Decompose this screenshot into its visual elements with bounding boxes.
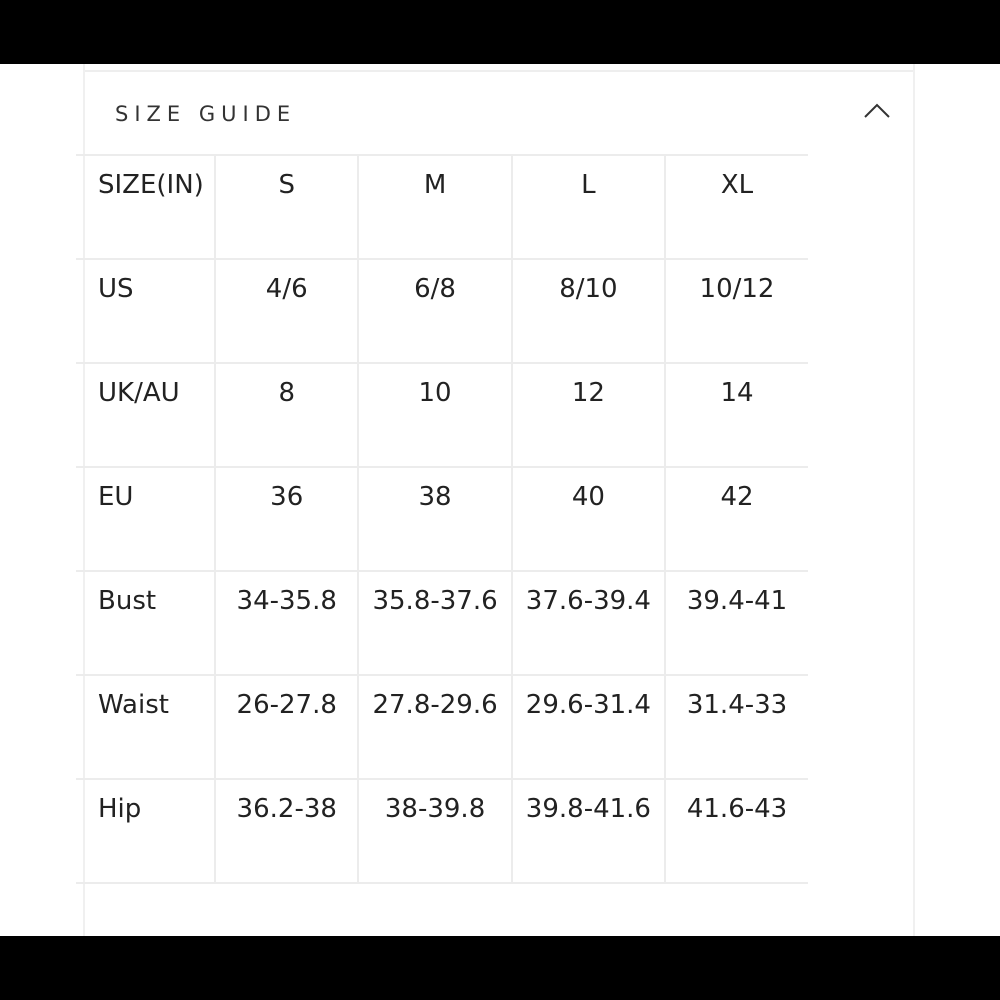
size-table (76, 154, 808, 884)
size-guide-header[interactable] (85, 72, 913, 154)
column-header: S (215, 155, 358, 259)
table-cell: 36.2-38 (215, 779, 358, 883)
table-row (76, 363, 808, 467)
row-label: US (76, 259, 215, 363)
size-guide-title: SIZE GUIDE (115, 102, 297, 126)
size-table-scroll-area[interactable] (98, 154, 868, 900)
size-guide-panel (83, 64, 915, 936)
table-cell: 6/8 (358, 259, 511, 363)
table-cell: 14 (665, 363, 808, 467)
table-cell: 40 (512, 467, 665, 571)
table-cell: 4/6 (215, 259, 358, 363)
table-header-row (76, 155, 808, 259)
table-cell: 38 (358, 467, 511, 571)
column-header: SIZE(IN) (76, 155, 215, 259)
row-label: Hip (76, 779, 215, 883)
table-cell: 27.8-29.6 (358, 675, 511, 779)
table-cell: 10/12 (665, 259, 808, 363)
table-cell: 8/10 (512, 259, 665, 363)
table-cell: 8 (215, 363, 358, 467)
table-cell: 36 (215, 467, 358, 571)
screen-frame (0, 64, 1000, 936)
table-cell: 34-35.8 (215, 571, 358, 675)
table-row (76, 779, 808, 883)
row-label: UK/AU (76, 363, 215, 467)
table-cell: 26-27.8 (215, 675, 358, 779)
table-row (76, 259, 808, 363)
table-cell: 35.8-37.6 (358, 571, 511, 675)
table-row (76, 467, 808, 571)
table-cell: 31.4-33 (665, 675, 808, 779)
table-cell: 38-39.8 (358, 779, 511, 883)
table-cell: 12 (512, 363, 665, 467)
table-cell: 41.6-43 (665, 779, 808, 883)
column-header: XL (665, 155, 808, 259)
table-cell: 10 (358, 363, 511, 467)
table-cell: 37.6-39.4 (512, 571, 665, 675)
row-label: EU (76, 467, 215, 571)
chevron-up-icon[interactable] (863, 100, 891, 120)
column-header: L (512, 155, 665, 259)
table-cell: 39.4-41 (665, 571, 808, 675)
table-row (76, 675, 808, 779)
table-cell: 39.8-41.6 (512, 779, 665, 883)
table-cell: 42 (665, 467, 808, 571)
column-header: M (358, 155, 511, 259)
row-label: Waist (76, 675, 215, 779)
table-row (76, 571, 808, 675)
row-label: Bust (76, 571, 215, 675)
table-cell: 29.6-31.4 (512, 675, 665, 779)
